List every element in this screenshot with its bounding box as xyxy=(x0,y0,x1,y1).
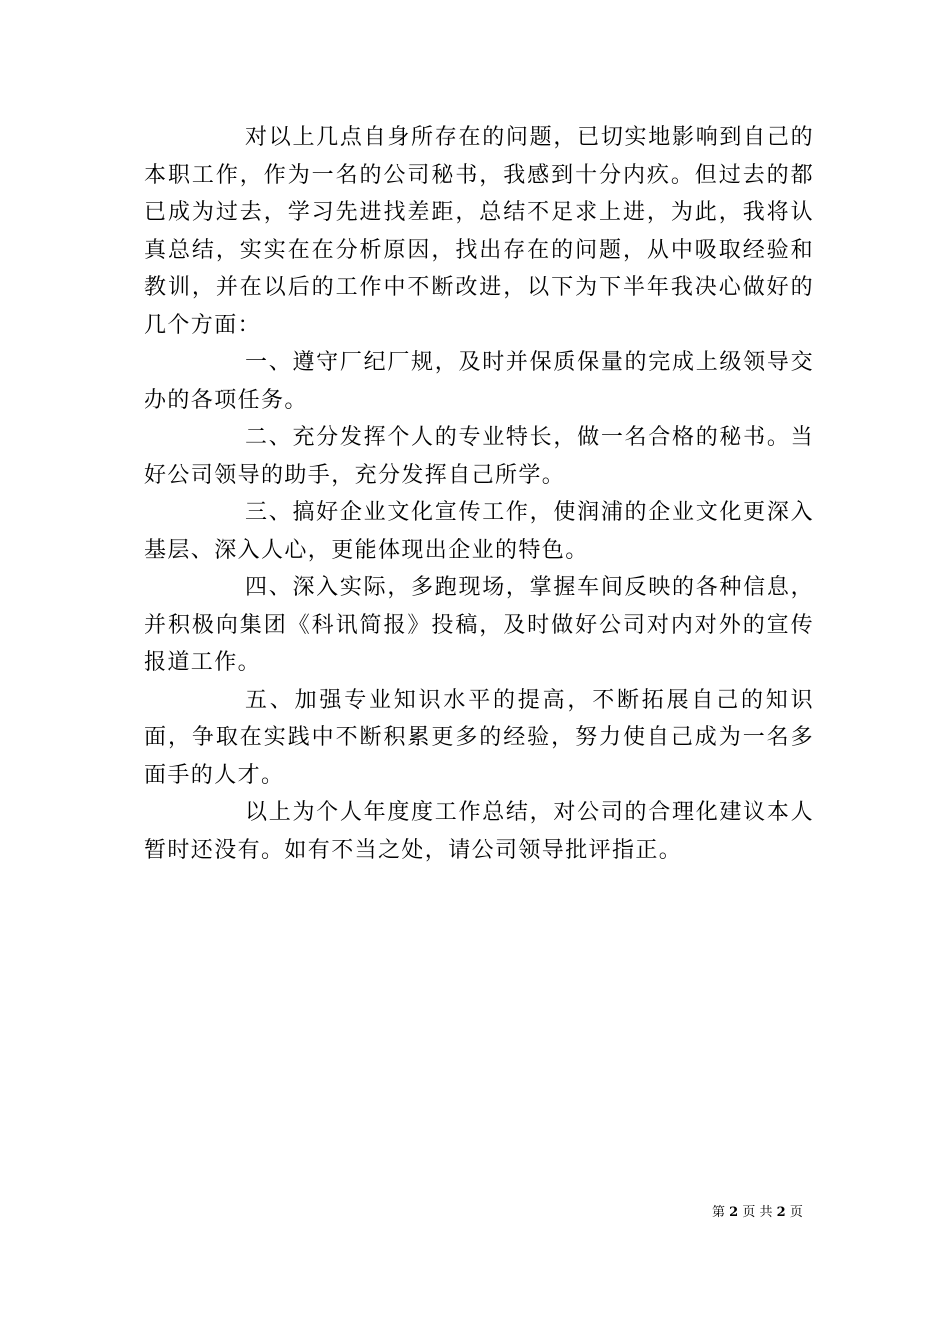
paragraph-item-3: 三、搞好企业文化宣传工作，使润浦的企业文化更深入基层、深入人心，更能体现出企业的特色。 xyxy=(144,500,814,563)
paragraph-item-4: 四、深入实际，多跑现场，掌握车间反映的各种信息，并积极向集团《科讯简报》投稿，及时做好公司对内对外的宣传报道工作。 xyxy=(144,575,814,675)
page-footer xyxy=(712,1203,803,1223)
footer-current-page: 2 xyxy=(729,1205,739,1220)
footer-middle: 页 共 xyxy=(742,1205,773,1220)
paragraph-closing: 以上为个人年度度工作总结，对公司的合理化建议本人暂时还没有。如有不当之处，请公司领导批评指正。 xyxy=(144,800,814,863)
paragraph-item-5: 五、加强专业知识水平的提高，不断拓展自己的知识面，争取在实践中不断积累更多的经验，努力使自己成为一名多面手的人才。 xyxy=(144,687,814,788)
document-body xyxy=(144,119,814,869)
footer-total-pages: 2 xyxy=(776,1205,786,1220)
paragraph-intro: 对以上几点自身所存在的问题，已切实地影响到自己的本职工作，作为一名的公司秘书，我感到十分内疚。但过去的都已成为过去，学习先进找差距，总结不足求上进，为此，我将认真总结，实实在在分析原因，找出存在的问题，从中吸取经验和教训，并在以后的工作中不断改进，以下为下半年我决心做好的几个方面： xyxy=(144,125,814,338)
paragraph-item-1: 一、遵守厂纪厂规，及时并保质保量的完成上级领导交办的各项任务。 xyxy=(144,350,814,413)
paragraph-item-2: 二、充分发挥个人的专业特长，做一名合格的秘书。当好公司领导的助手，充分发挥自己所学。 xyxy=(144,425,814,488)
footer-prefix: 第 xyxy=(712,1205,726,1220)
footer-suffix: 页 xyxy=(789,1205,803,1220)
